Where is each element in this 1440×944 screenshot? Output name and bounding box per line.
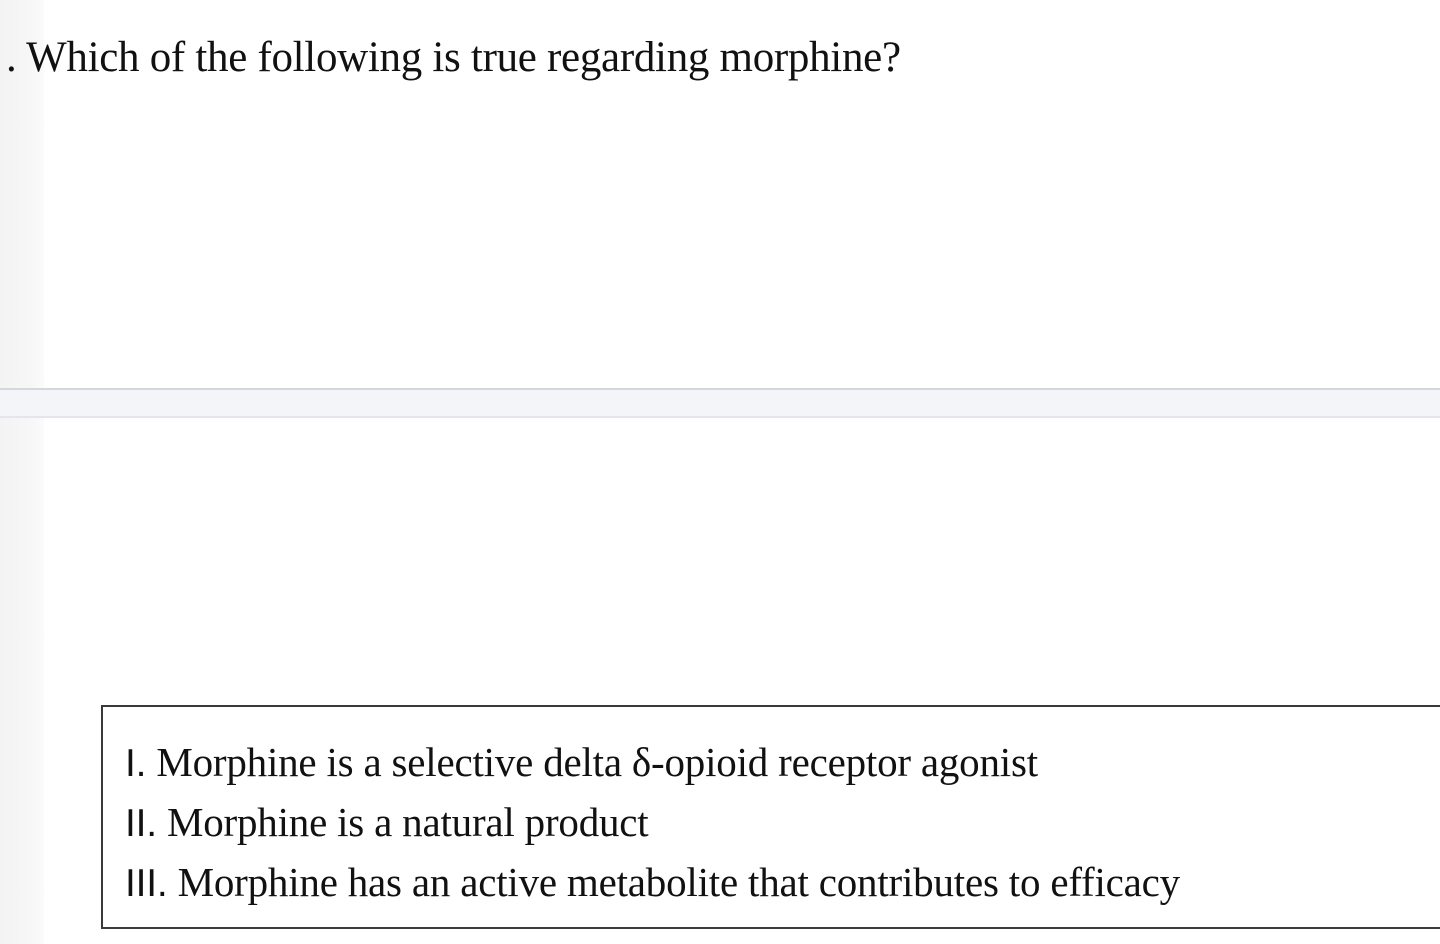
- statement-1: [125, 733, 1180, 793]
- statement-2: [125, 793, 1180, 853]
- statements-box: [101, 705, 1440, 929]
- statement-text: Morphine has an active metabolite that contributes to efficacy: [167, 859, 1180, 905]
- question-panel: [0, 0, 1440, 388]
- statement-text: Morphine is a selective delta δ-opioid receptor agonist: [146, 739, 1038, 785]
- statement-text: Morphine is a natural product: [156, 799, 649, 845]
- statement-3: [125, 853, 1180, 913]
- statement-numeral: III.: [125, 862, 168, 905]
- statement-numeral: I.: [125, 742, 147, 785]
- pane-splitter[interactable]: [0, 388, 1440, 418]
- statements-list: [125, 733, 1180, 913]
- question-text: . Which of the following is true regarding morphine?: [6, 34, 901, 81]
- statement-numeral: II.: [125, 802, 157, 845]
